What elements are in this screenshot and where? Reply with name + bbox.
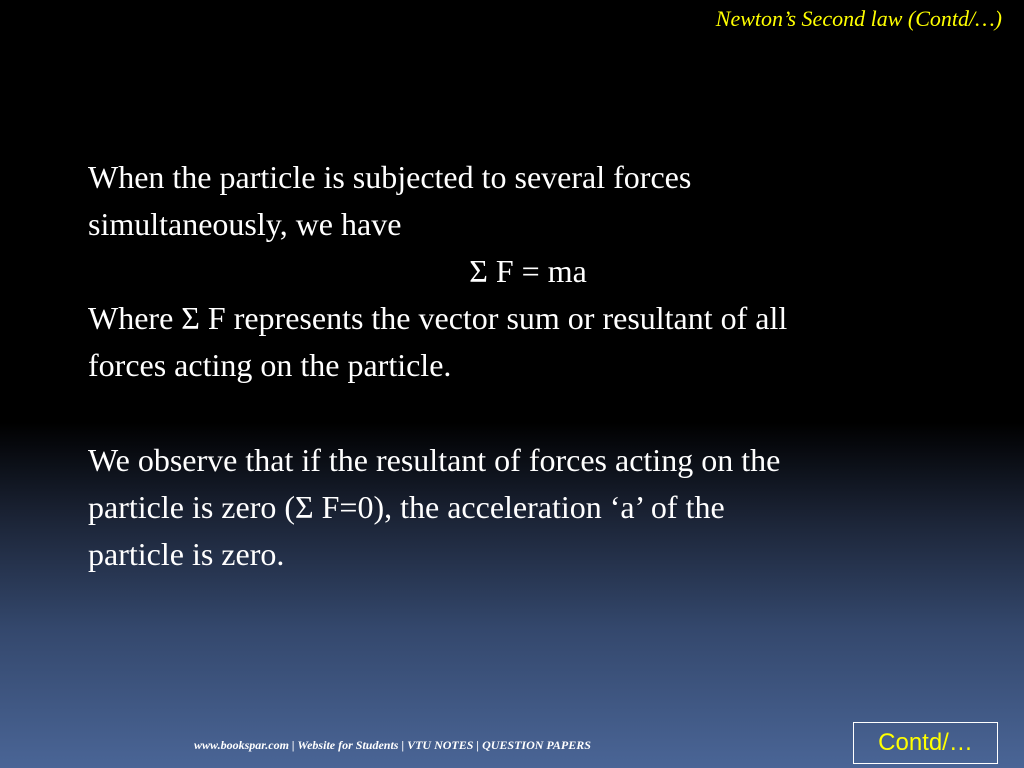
- slide-title: Newton’s Second law (Contd/…): [715, 6, 1002, 31]
- body-line: We observe that if the resultant of forces acting on the: [88, 442, 781, 478]
- body-line: Where Σ F represents the vector sum or resultant of all: [88, 300, 788, 336]
- body-line: When the particle is subjected to several forces: [88, 159, 692, 195]
- body-line: simultaneously, we have: [88, 206, 402, 242]
- body-line: forces acting on the particle.: [88, 347, 452, 383]
- body-line: particle is zero (Σ F=0), the acceleration ‘a’ of the: [88, 489, 725, 525]
- equation: Σ F = ma: [469, 253, 587, 289]
- slide-body: [88, 154, 988, 578]
- paragraph-gap: [88, 389, 988, 437]
- footer-text: www.bookspar.com | Website for Students | VTU NOTES | QUESTION PAPERS: [194, 738, 591, 752]
- contd-button[interactable]: [853, 722, 998, 764]
- contd-label: Contd/…: [878, 729, 973, 756]
- body-line: particle is zero.: [88, 536, 285, 572]
